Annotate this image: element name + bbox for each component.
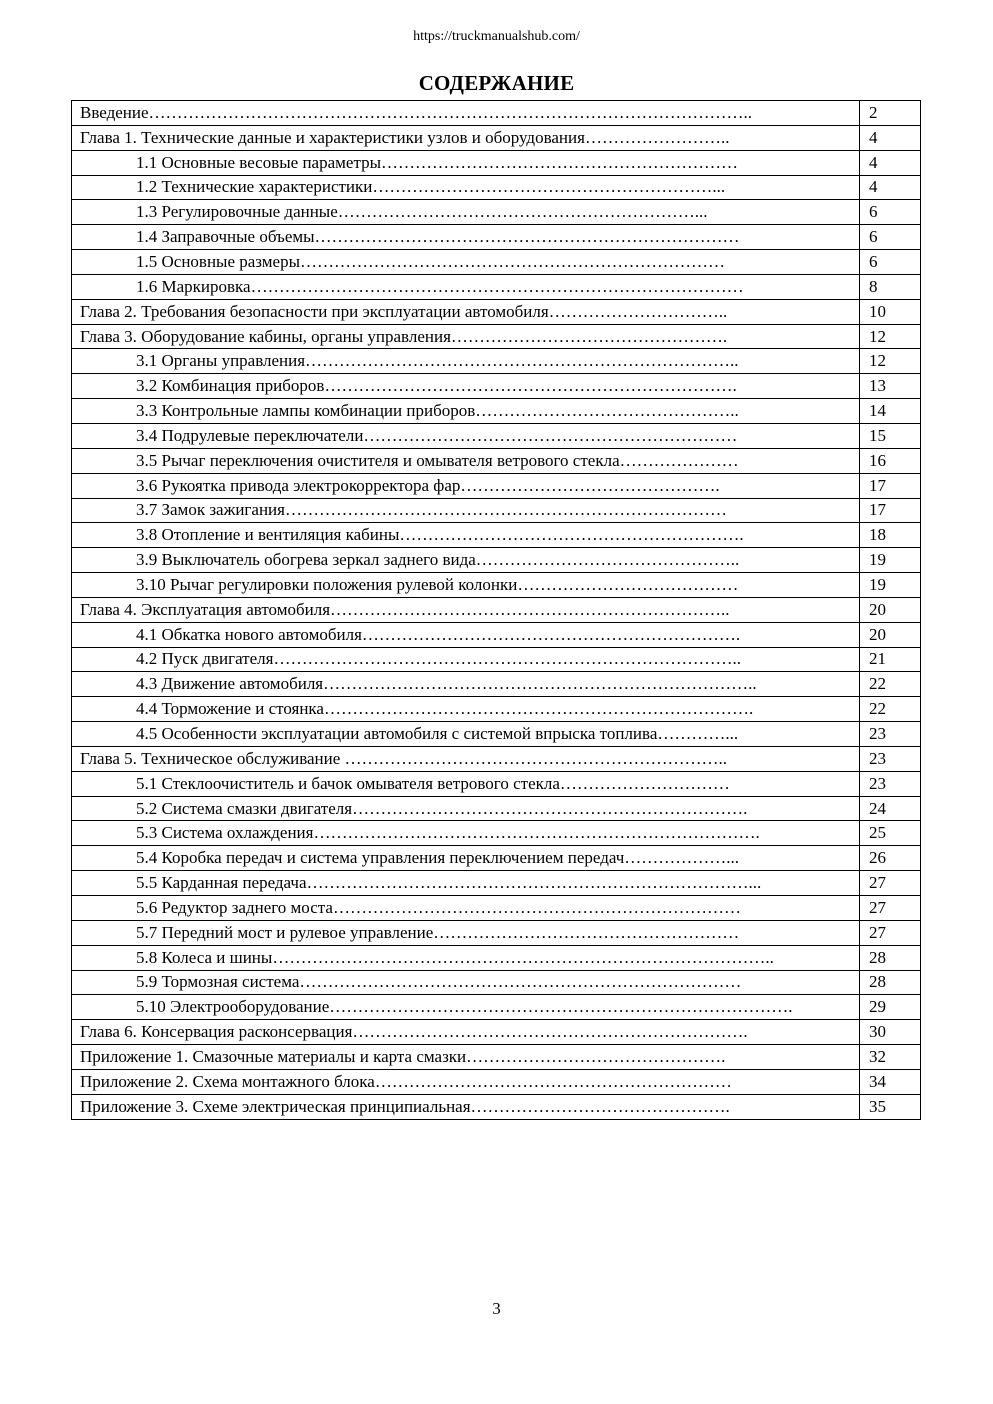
toc-row: [72, 101, 921, 126]
toc-entry-title: 5.3 Система охлаждения…………………………………………………………………….: [72, 821, 860, 846]
toc-row: [72, 1045, 921, 1070]
toc-entry-title: Глава 5. Техническое обслуживание …………………………………………………………..: [72, 746, 860, 771]
toc-row: [72, 970, 921, 995]
toc-row: [72, 1094, 921, 1119]
toc-entry-page: 6: [860, 250, 921, 275]
toc-entry-title: Глава 2. Требования безопасности при эксплуатации автомобиля…………………………..: [72, 299, 860, 324]
toc-entry-title: 1.4 Заправочные объемы…………………………………………………………………: [72, 225, 860, 250]
toc-entry-page: 12: [860, 349, 921, 374]
toc-entry-title: 5.6 Редуктор заднего моста………………………………………………………………: [72, 896, 860, 921]
toc-row: [72, 200, 921, 225]
toc-entry-page: 4: [860, 125, 921, 150]
toc-entry-title: 1.3 Регулировочные данные………………………………………………………...: [72, 200, 860, 225]
toc-entry-page: 18: [860, 523, 921, 548]
toc-entry-page: 15: [860, 423, 921, 448]
toc-entry-title: 3.7 Замок зажигания……………………………………………………………………: [72, 498, 860, 523]
toc-entry-title: 4.1 Обкатка нового автомобиля………………………………………………………….: [72, 622, 860, 647]
toc-entry-page: 34: [860, 1069, 921, 1094]
toc-row: [72, 473, 921, 498]
toc-row: [72, 945, 921, 970]
toc-entry-title: 1.5 Основные размеры…………………………………………………………………: [72, 250, 860, 275]
toc-row: [72, 697, 921, 722]
toc-row: [72, 746, 921, 771]
toc-row: [72, 647, 921, 672]
toc-entry-title: 4.5 Особенности эксплуатации автомобиля с системой впрыска топлива…………...: [72, 722, 860, 747]
toc-entry-title: 4.2 Пуск двигателя………………………………………………………………………..: [72, 647, 860, 672]
toc-entry-page: 23: [860, 722, 921, 747]
page-title: СОДЕРЖАНИЕ: [418, 71, 575, 95]
table-of-contents: [71, 100, 921, 1120]
toc-entry-page: 22: [860, 672, 921, 697]
toc-entry-page: 17: [860, 498, 921, 523]
toc-row: [72, 125, 921, 150]
toc-entry-title: Глава 4. Эксплуатация автомобиля……………………………………………………………..: [72, 597, 860, 622]
toc-entry-page: 10: [860, 299, 921, 324]
toc-row: [72, 995, 921, 1020]
toc-entry-page: 30: [860, 1020, 921, 1045]
toc-entry-title: Введение……………………………………………………………………………………………..: [72, 101, 860, 126]
toc-row: [72, 423, 921, 448]
toc-entry-page: 8: [860, 274, 921, 299]
toc-row: [72, 150, 921, 175]
toc-entry-page: 14: [860, 399, 921, 424]
toc-entry-page: 27: [860, 920, 921, 945]
toc-entry-page: 4: [860, 175, 921, 200]
toc-row: [72, 597, 921, 622]
toc-entry-title: 3.1 Органы управления…………………………………………………………………..: [72, 349, 860, 374]
toc-entry-title: 5.5 Карданная передача……………………………………………………………………...: [72, 871, 860, 896]
toc-entry-title: Приложение 3. Схеме электрическая принципиальная……………………………………….: [72, 1094, 860, 1119]
toc-entry-page: 32: [860, 1045, 921, 1070]
toc-entry-title: 3.6 Рукоятка привода электрокорректора фар……………………………………….: [72, 473, 860, 498]
toc-entry-title: 5.2 Система смазки двигателя…………………………………………………………….: [72, 796, 860, 821]
toc-entry-page: 13: [860, 374, 921, 399]
toc-entry-title: 5.7 Передний мост и рулевое управление………………………………………………: [72, 920, 860, 945]
toc-entry-title: Приложение 2. Схема монтажного блока………………………………………………………: [72, 1069, 860, 1094]
toc-entry-page: 20: [860, 622, 921, 647]
toc-entry-page: 28: [860, 970, 921, 995]
toc-entry-title: 4.3 Движение автомобиля…………………………………………………………………..: [72, 672, 860, 697]
toc-entry-page: 28: [860, 945, 921, 970]
toc-entry-page: 12: [860, 324, 921, 349]
toc-entry-title: 3.10 Рычаг регулировки положения рулевой колонки…………………………………: [72, 573, 860, 598]
toc-row: [72, 299, 921, 324]
toc-row: [72, 498, 921, 523]
toc-entry-page: 21: [860, 647, 921, 672]
toc-row: [72, 175, 921, 200]
toc-entry-page: 19: [860, 573, 921, 598]
toc-entry-title: 5.4 Коробка передач и система управления переключением передач………………...: [72, 846, 860, 871]
toc-row: [72, 871, 921, 896]
toc-entry-page: 22: [860, 697, 921, 722]
toc-row: [72, 1020, 921, 1045]
toc-entry-page: 2: [860, 101, 921, 126]
toc-row: [72, 796, 921, 821]
toc-entry-page: 20: [860, 597, 921, 622]
toc-entry-title: 1.1 Основные весовые параметры………………………………………………………: [72, 150, 860, 175]
toc-row: [72, 573, 921, 598]
toc-row: [72, 250, 921, 275]
toc-entry-title: 1.2 Технические характеристики……………………………………………………...: [72, 175, 860, 200]
toc-row: [72, 324, 921, 349]
toc-row: [72, 846, 921, 871]
toc-entry-page: 6: [860, 225, 921, 250]
toc-entry-title: 4.4 Торможение и стоянка………………………………………………………………….: [72, 697, 860, 722]
toc-entry-title: 5.10 Электрооборудование……………………………………………………………………….: [72, 995, 860, 1020]
toc-row: [72, 349, 921, 374]
toc-row: [72, 821, 921, 846]
toc-entry-title: 3.8 Отопление и вентиляция кабины…………………………………………………….: [72, 523, 860, 548]
toc-entry-page: 24: [860, 796, 921, 821]
toc-row: [72, 274, 921, 299]
source-url: https://truckmanualshub.com/: [413, 29, 580, 44]
toc-entry-title: Глава 3. Оборудование кабины, органы управления………………………………………….: [72, 324, 860, 349]
toc-entry-title: Глава 1. Технические данные и характеристики узлов и оборудования……………………..: [72, 125, 860, 150]
toc-entry-page: 25: [860, 821, 921, 846]
toc-row: [72, 896, 921, 921]
toc-entry-title: 5.1 Стеклоочиститель и бачок омывателя ветрового стекла…………………………: [72, 771, 860, 796]
toc-entry-page: 26: [860, 846, 921, 871]
toc-row: [72, 448, 921, 473]
toc-entry-page: 29: [860, 995, 921, 1020]
toc-entry-page: 23: [860, 746, 921, 771]
toc-entry-page: 19: [860, 548, 921, 573]
toc-entry-title: 5.8 Колеса и шины……………………………………………………………………………..: [72, 945, 860, 970]
toc-entry-title: 3.4 Подрулевые переключатели…………………………………………………………: [72, 423, 860, 448]
toc-row: [72, 523, 921, 548]
toc-entry-page: 17: [860, 473, 921, 498]
toc-row: [72, 399, 921, 424]
toc-entry-title: Глава 6. Консервация расконсервация…………………………………………………………….: [72, 1020, 860, 1045]
toc-entry-title: 3.5 Рычаг переключения очистителя и омывателя ветрового стекла…………………: [72, 448, 860, 473]
page-number: 3: [492, 1299, 501, 1318]
toc-entry-page: 16: [860, 448, 921, 473]
toc-entry-page: 23: [860, 771, 921, 796]
toc-row: [72, 1069, 921, 1094]
toc-entry-title: Приложение 1. Смазочные материалы и карта смазки……………………………………….: [72, 1045, 860, 1070]
toc-entry-page: 6: [860, 200, 921, 225]
toc-entry-page: 4: [860, 150, 921, 175]
toc-row: [72, 622, 921, 647]
toc-row: [72, 771, 921, 796]
toc-entry-page: 27: [860, 871, 921, 896]
toc-row: [72, 548, 921, 573]
toc-entry-title: 3.2 Комбинация приборов……………………………………………………………….: [72, 374, 860, 399]
toc-entry-page: 35: [860, 1094, 921, 1119]
toc-entry-title: 3.3 Контрольные лампы комбинации приборов………………………………………..: [72, 399, 860, 424]
toc-row: [72, 225, 921, 250]
toc-row: [72, 672, 921, 697]
toc-row: [72, 374, 921, 399]
toc-entry-title: 3.9 Выключатель обогрева зеркал заднего вида………………………………………..: [72, 548, 860, 573]
toc-entry-title: 1.6 Маркировка……………………………………………………………………………: [72, 274, 860, 299]
toc-entry-title: 5.9 Тормозная система……………………………………………………………………: [72, 970, 860, 995]
toc-entry-page: 27: [860, 896, 921, 921]
toc-row: [72, 722, 921, 747]
toc-row: [72, 920, 921, 945]
